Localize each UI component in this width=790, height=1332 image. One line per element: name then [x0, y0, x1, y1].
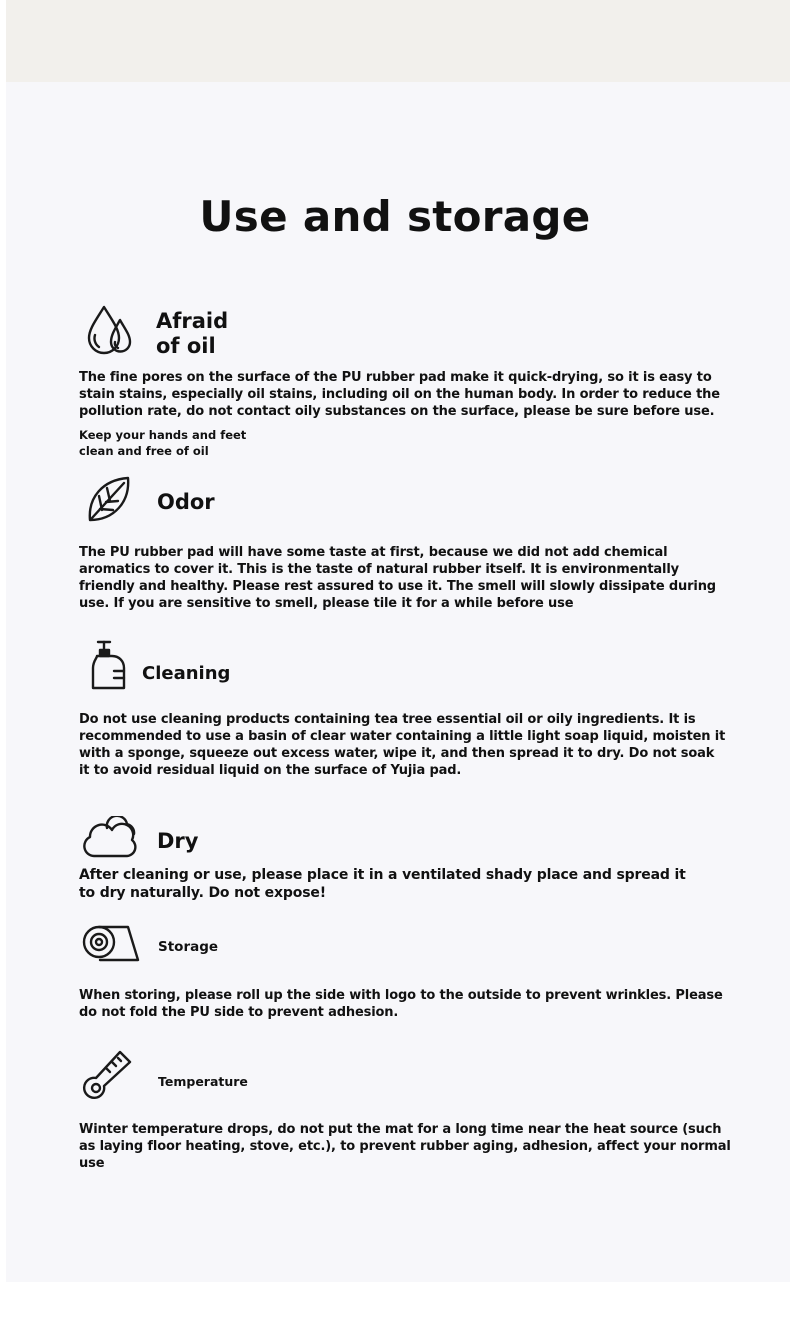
- section-body-storage: When storing, please roll up the side with logo to the outside to prevent wrinkles. Please do not fold the PU side to prevent adhesion.: [79, 988, 723, 1020]
- section-heading-dry: Dry: [157, 829, 199, 853]
- section-body-odor: The PU rubber pad will have some taste at first, because we did not add chemical aromatics to cover it. This is the taste of natural rubber itself. It is environmentally friendly and healthy. Please rest assured to use it. The smell will slowly dissipate during use. If you are sensitive to smell, please tile it for a while before use: [79, 545, 716, 611]
- thermometer-icon: [82, 1048, 136, 1102]
- section-body-dry: After cleaning or use, please place it in a ventilated shady place and spread it to dry naturally. Do not expose!: [79, 867, 686, 901]
- soap-bottle-icon: [88, 640, 128, 692]
- section-note-afraid-of-oil: Keep your hands and feet clean and free of oil: [79, 428, 247, 458]
- section-body-cleaning: Do not use cleaning products containing tea tree essential oil or oily ingredients. It is recommended to use a basin of clear water containing a little light soap liquid, moisten it with a sponge, squeeze out excess water, wipe it, and then spread it to dry. Do not soak it to avoid residual liquid on the surface of Yujia pad.: [79, 712, 726, 778]
- section-heading-afraid-of-oil: Afraid of oil: [156, 309, 229, 358]
- cloud-icon: [82, 816, 138, 860]
- top-band: [6, 0, 790, 82]
- section-heading-temperature: Temperature: [158, 1074, 248, 1089]
- section-heading-cleaning: Cleaning: [142, 663, 231, 684]
- rolled-mat-icon: [80, 922, 142, 966]
- section-heading-odor: Odor: [157, 490, 215, 514]
- page-title: Use and storage: [199, 192, 591, 241]
- section-body-afraid-of-oil: The fine pores on the surface of the PU rubber pad make it quick-drying, so it is easy to stain stains, especially oil stains, including oil on the human body. In order to reduce the pollution rate, do not contact oily substances on the surface, please be sure before use.: [79, 370, 720, 419]
- section-body-temperature: Winter temperature drops, do not put the mat for a long time near the heat source (such as laying floor heating, stove, etc.), to prevent rubber aging, adhesion, affect your normal use: [79, 1122, 731, 1171]
- oil-drops-icon: [84, 304, 134, 356]
- bottom-band: [0, 1282, 790, 1332]
- section-heading-storage: Storage: [158, 939, 219, 955]
- leaf-icon: [84, 474, 134, 526]
